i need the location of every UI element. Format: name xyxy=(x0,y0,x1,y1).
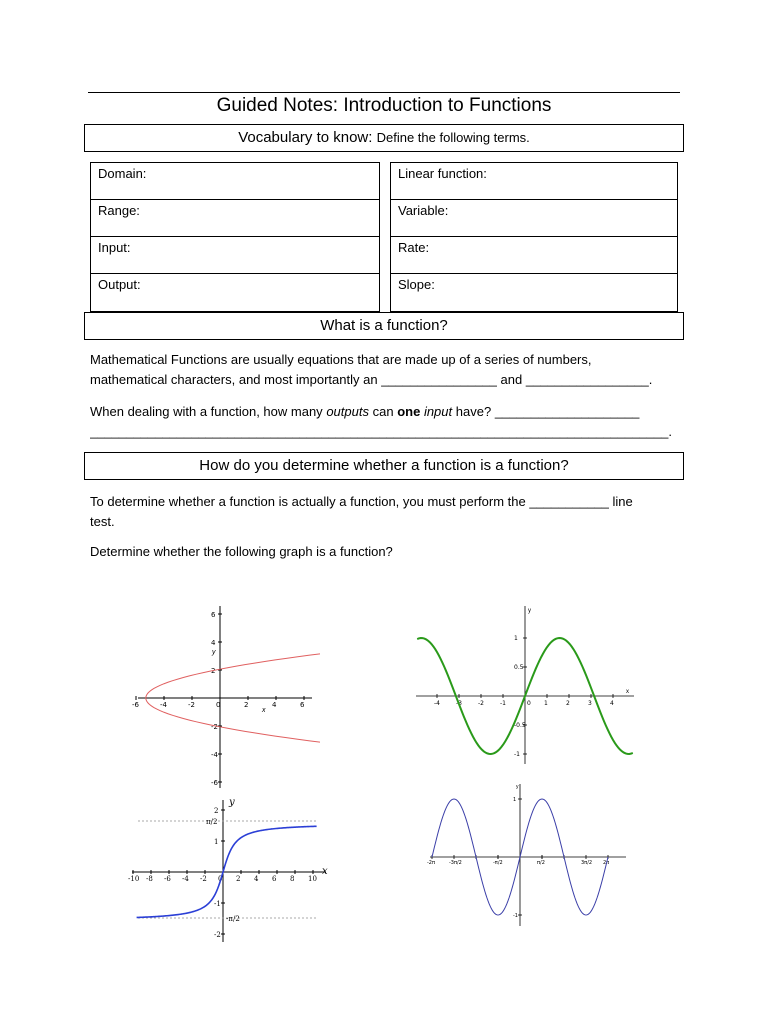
vocab-header-rest: Define the following terms. xyxy=(376,130,530,145)
blank-4[interactable]: ________________________________________________________________________________. xyxy=(90,424,673,439)
graph3-ylabel: y xyxy=(229,797,235,808)
graph3-xtick-label: -4 xyxy=(182,875,189,883)
graph4-ylabel: y xyxy=(516,784,519,790)
graph2-xtick-label: 1 xyxy=(544,700,548,707)
graph3-xtick-label: 10 xyxy=(308,875,317,883)
graph3-xtick-label: 4 xyxy=(254,875,259,883)
graph3-xtick-label: 0 xyxy=(218,875,223,883)
graph3-xtick-label: -8 xyxy=(146,875,153,883)
graph4-xtick-label: 2π xyxy=(603,860,610,866)
graph1-xtick-label: 2 xyxy=(244,701,249,709)
vocab-term-rate[interactable]: Rate: xyxy=(391,237,677,274)
graph2-xtick-label: -1 xyxy=(500,700,506,707)
graph1-xtick-label: -2 xyxy=(188,701,195,709)
graph1-ylabel: y xyxy=(212,649,216,656)
vocab-table-left xyxy=(90,162,380,312)
vocab-term-range[interactable]: Range: xyxy=(91,200,379,237)
graph3-ytick-label: -1 xyxy=(214,900,221,908)
section-what-is-function: What is a function? xyxy=(84,312,684,340)
graph1-ytick-label: 2 xyxy=(211,667,216,675)
blank-1[interactable]: ________________ xyxy=(381,372,497,387)
graph2-xtick-label: -3 xyxy=(456,700,462,707)
paragraph-outputs xyxy=(90,402,680,442)
graph1-ytick-label: 6 xyxy=(211,611,216,619)
graph3-pi-bottom: -π/2 xyxy=(226,915,240,923)
graph4-xtick-label: π/2 xyxy=(537,860,545,866)
para3-text: To determine whether a function is actually a function, you must perform the xyxy=(90,494,526,509)
vocab-term-slope[interactable]: Slope: xyxy=(398,277,435,292)
vocab-table-right xyxy=(390,162,678,312)
para2-can: can xyxy=(372,404,394,419)
top-rule xyxy=(88,92,680,93)
graph2-xtick-label: 4 xyxy=(610,700,614,707)
graph2-xtick-label: 3 xyxy=(588,700,592,707)
graph3-pi-top: π/2 xyxy=(206,818,218,826)
para1-text: mathematical characters, and most importantly an xyxy=(90,372,378,387)
graph2-xtick-label: -4 xyxy=(434,700,440,707)
graph4-xtick-label: -2π xyxy=(427,860,435,866)
para3-line1 xyxy=(90,492,680,512)
graph-parabola xyxy=(130,600,320,790)
graph1-ytick-label: -4 xyxy=(211,751,218,759)
blank-3[interactable]: ____________________ xyxy=(494,404,640,419)
graph2-xtick-label: 2 xyxy=(566,700,570,707)
section-determine: How do you determine whether a function is a function? xyxy=(84,452,684,480)
para2-one: one xyxy=(397,404,421,419)
graph3-ytick-label: 1 xyxy=(214,838,219,846)
para2-outputs: outputs xyxy=(326,404,369,419)
graph2-xtick-label: 0 xyxy=(527,700,531,707)
para2-text: When dealing with a function, how many xyxy=(90,404,323,419)
graph2-ylabel: y xyxy=(528,608,531,614)
graph2-ytick-label: -1 xyxy=(514,751,520,758)
graph-arctan xyxy=(126,796,336,944)
blank-5[interactable]: ___________ xyxy=(529,494,609,509)
para2-input: input xyxy=(423,404,453,419)
graph4-xtick-label: 3π/2 xyxy=(581,860,593,866)
paragraph-definition xyxy=(90,350,680,390)
paragraph-line-test xyxy=(90,492,680,532)
graph-sine-radians xyxy=(426,780,632,930)
page-title: Guided Notes: Introduction to Functions xyxy=(216,95,552,116)
graph-sine xyxy=(412,602,638,767)
graph1-xtick-label: 6 xyxy=(300,701,305,709)
graph1-xtick-label: 0 xyxy=(216,701,221,709)
graph3-ytick-label: -2 xyxy=(214,931,221,939)
vocab-header-main: Vocabulary to know xyxy=(238,129,369,146)
para3-line: line xyxy=(612,494,633,509)
graph2-ytick-label: 0.5 xyxy=(514,664,524,671)
graph1-ytick-label: -2 xyxy=(211,723,218,731)
graph3-xlabel: x xyxy=(322,866,328,877)
graph2-xlabel: x xyxy=(626,689,629,695)
graph4-xtick-label: -π/2 xyxy=(493,860,503,866)
para1-line2 xyxy=(90,370,680,390)
graph3-xtick-label: 2 xyxy=(236,875,241,883)
graph1-ytick-label: 4 xyxy=(211,639,216,647)
graph3-xtick-label: -6 xyxy=(164,875,171,883)
blank-2[interactable]: _________________. xyxy=(525,372,653,387)
graph1-xlabel: x xyxy=(262,707,266,714)
graph1-xtick-label: -6 xyxy=(132,701,139,709)
graph2-ytick-label: -0.5 xyxy=(514,722,526,729)
para1-line1: Mathematical Functions are usually equations that are made up of a series of numbers, xyxy=(90,352,592,367)
graph3-xtick-label: 8 xyxy=(290,875,295,883)
para1-and: and xyxy=(500,372,523,387)
vocab-term-domain[interactable]: Domain: xyxy=(91,163,379,200)
paragraph-question: Determine whether the following graph is a function? xyxy=(90,544,393,559)
vocab-term-output[interactable]: Output: xyxy=(98,277,141,292)
graph1-xtick-label: 4 xyxy=(272,701,277,709)
para3-line2: test. xyxy=(90,514,115,529)
graph4-xtick-label: -3π/2 xyxy=(449,860,462,866)
graph3-ytick-label: 2 xyxy=(214,807,219,815)
vocab-term-input[interactable]: Input: xyxy=(91,237,379,274)
graph3-xtick-label: 6 xyxy=(272,875,277,883)
graph4-ytick-label: 1 xyxy=(513,797,517,803)
graph2-ytick-label: 1 xyxy=(514,635,518,642)
graph2-xtick-label: -2 xyxy=(478,700,484,707)
para2-have: have? xyxy=(455,404,492,419)
graph3-xtick-label: -10 xyxy=(128,875,140,883)
graph3-xtick-label: -2 xyxy=(200,875,207,883)
vocab-header: Vocabulary to know: Define the following terms. xyxy=(84,124,684,152)
graph1-xtick-label: -4 xyxy=(160,701,167,709)
para2-line1 xyxy=(90,402,680,422)
graph1-ytick-label: -6 xyxy=(211,779,218,787)
graph4-ytick-label: -1 xyxy=(513,913,518,919)
vocab-term-linear-function[interactable]: Linear function: xyxy=(391,163,677,200)
vocab-term-variable[interactable]: Variable: xyxy=(391,200,677,237)
